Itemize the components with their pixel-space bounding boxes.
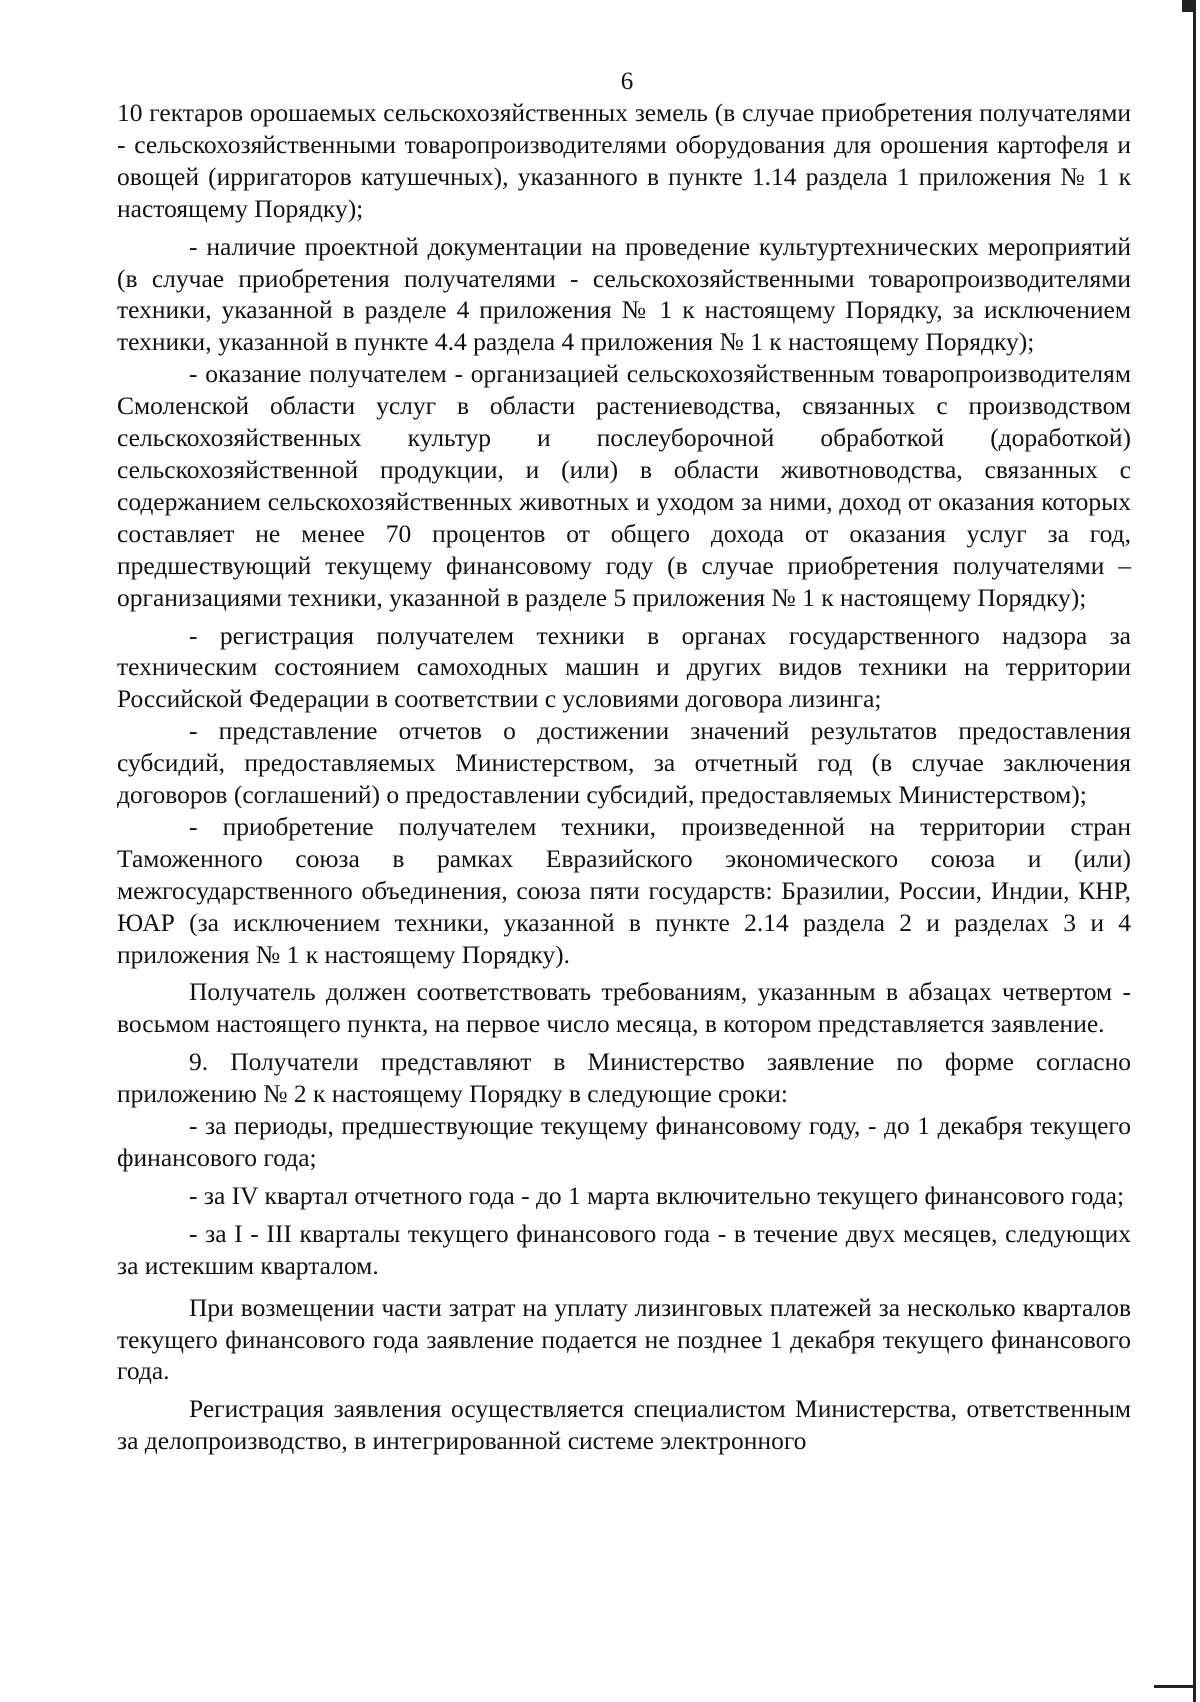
paragraph-5: - представление отчетов о достижении значений результатов предоставления субсидий, предоставляемых Министерством, за отчетный год (в случае заключения договоров (соглашений) о предоставлении субсидий, предоставляемых Министерством);: [117, 716, 1131, 810]
scan-edge-line-right: [1193, 0, 1196, 1702]
paragraph-3: - оказание получателем - организацией сельскохозяйственным товаропроизводителям Смоленской области услуг в области растениеводства, связанных с производством сельскохозяйственных культур и послеуборочной обработкой (доработкой) сельскохозяйственной продукции, и (или) в области животноводства, связанных с содержанием сельскохозяйственных животных и уходом за ними, доход от оказания которых составляет не менее 70 процентов от общего дохода от оказания услуг за год, предшествующий текущему финансовому году (в случае приобретения получателями – организациями техники, указанной в разделе 5 приложения № 1 к настоящему Порядку);: [117, 359, 1131, 612]
paragraph-8: 9. Получатели представляют в Министерство заявление по форме согласно приложению № 2 к настоящему Порядку в следующие сроки:: [117, 1047, 1131, 1109]
paragraph-2: - наличие проектной документации на проведение культуртехнических мероприятий (в случае приобретения получателями - сельскохозяйственными товаропроизводителями техники, указанной в разделе 4 приложения № 1 к настоящему Порядку, за исключением техники, указанной в пункте 4.4 раздела 4 приложения № 1 к настоящему Порядку);: [117, 231, 1131, 357]
scan-edge-line-bottom: [1154, 1685, 1196, 1688]
document-body: [117, 97, 1131, 1457]
paragraph-13: Регистрация заявления осуществляется специалистом Министерства, ответственным за делопроизводство, в интегрированной системе электронного: [117, 1394, 1131, 1456]
paragraph-10: - за IV квартал отчетного года - до 1 марта включительно текущего финансового года;: [189, 1180, 1125, 1210]
paragraph-1: 10 гектаров орошаемых сельскохозяйственных земель (в случае приобретения получателями - сельскохозяйственными товаропроизводителями оборудования для орошения картофеля и овощей (ирригаторов катушечных), указанного в пункте 1.14 раздела 1 приложения № 1 к настоящему Порядку);: [117, 98, 1131, 223]
paragraph-7: Получатель должен соответствовать требованиям, указанным в абзацах четвертом - восьмом настоящего пункта, на первое число месяца, в котором представляется заявление.: [117, 977, 1131, 1039]
paragraph-12: При возмещении части затрат на уплату лизинговых платежей за несколько кварталов текущего финансового года заявление подается не позднее 1 декабря текущего финансового года.: [117, 1292, 1131, 1386]
paragraph-4: - регистрация получателем техники в органах государственного надзора за техническим состоянием самоходных машин и других видов техники на территории Российской Федерации в соответствии с условиями договора лизинга;: [117, 620, 1131, 714]
paragraph-9: - за периоды, предшествующие текущему финансовому году, - до 1 декабря текущего финансового года;: [117, 1111, 1131, 1172]
page-number: 6: [620, 68, 634, 95]
paragraph-11: - за I - III кварталы текущего финансового года - в течение двух месяцев, следующих за истекшим кварталом.: [117, 1218, 1131, 1280]
paragraph-6: - приобретение получателем техники, произведенной на территории стран Таможенного союза в рамках Евразийского экономического союза и (или) межгосударственного объединения, союза пяти государств: Бразилии, России, Индии, КНР, ЮАР (за исключением техники, указанной в пункте 2.14 раздела 2 и разделах 3 и 4 приложения № 1 к настоящему Порядку).: [117, 811, 1131, 969]
